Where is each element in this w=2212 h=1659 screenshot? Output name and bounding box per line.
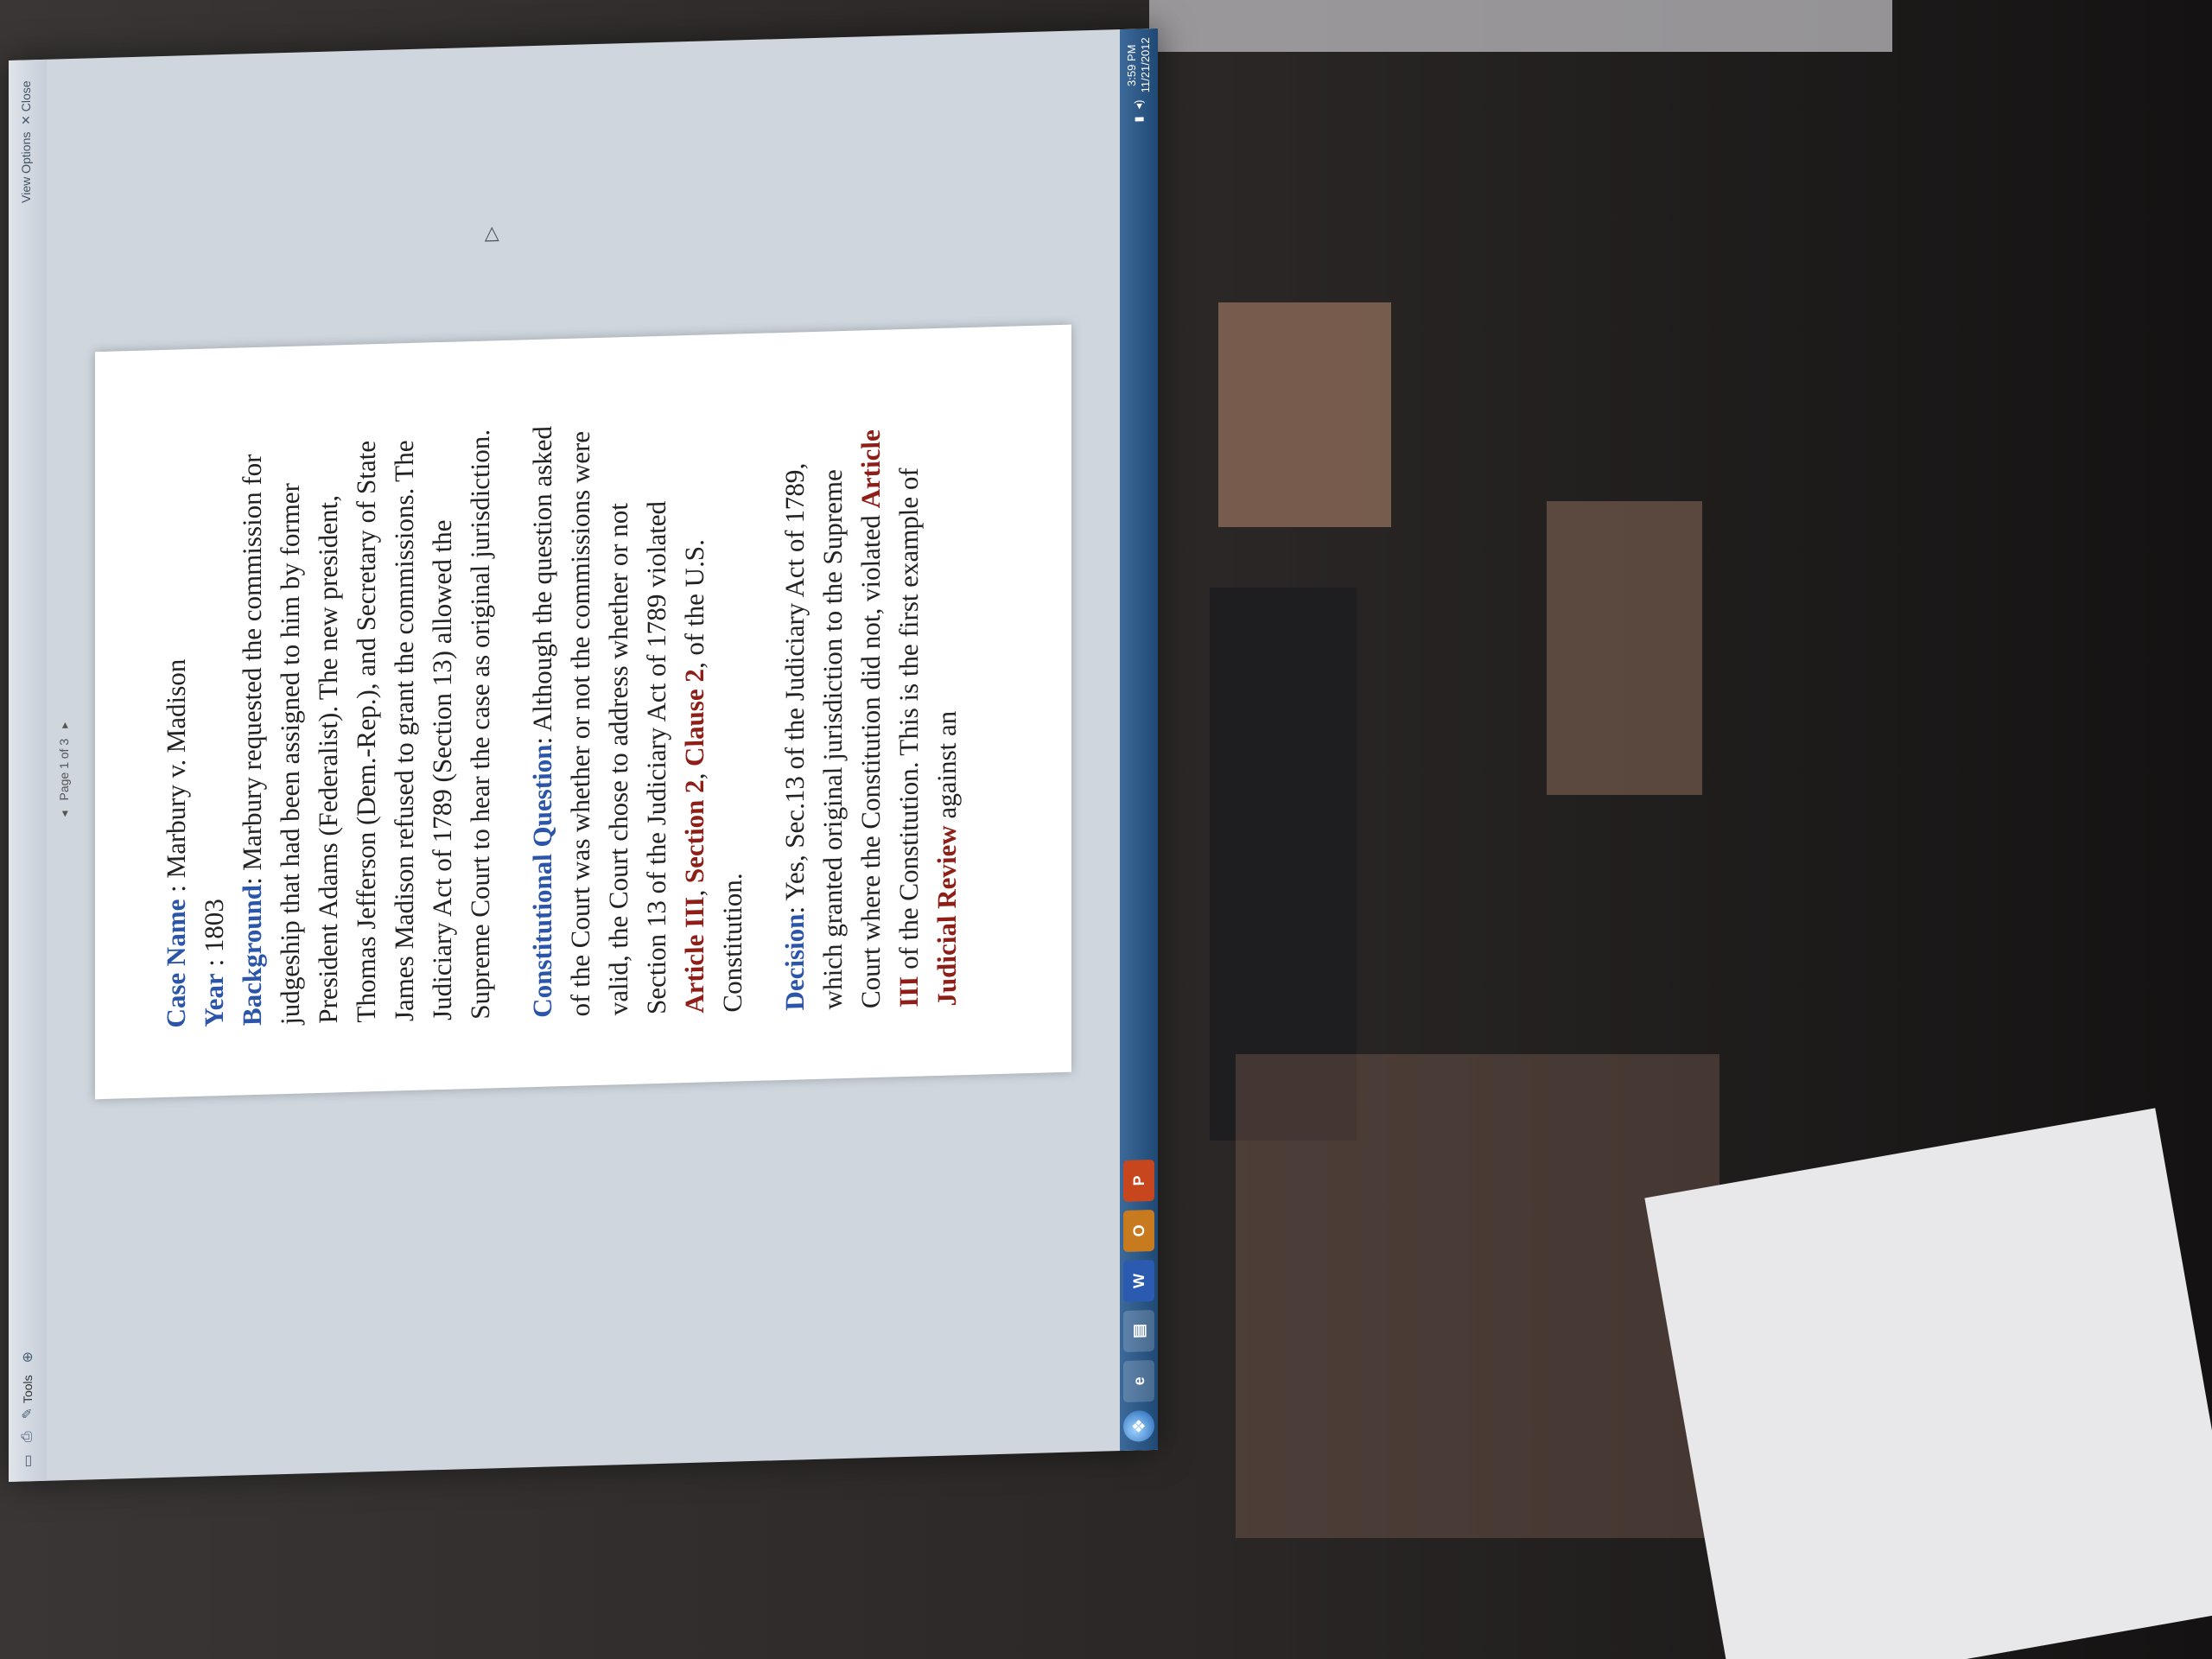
folder-icon[interactable]: ▤ — [1123, 1310, 1154, 1352]
decision-middle: of the Constitution. This is the first example of — [893, 467, 924, 970]
start-button[interactable] — [1123, 1410, 1154, 1442]
powerpoint-taskbar-button[interactable]: P — [1123, 1160, 1154, 1202]
year-label: Year — [199, 972, 229, 1027]
background-paragraph: Background: Marbury requested the commission for judgeship that had been assigned to him by former President Adams (Federalist). The new president, Thomas Jefferson (Dem.-Rep.), and Secretary of State James Madison refused to grant the commissions. The Judiciary Act of 1789 (Section 13) allowed the Supreme Court to hear the case as original jurisdiction. — [237, 429, 495, 1027]
decision-paragraph: Decision: Yes, Sec.13 of the Judiciary Act of 1789, which granted original jurisdiction to the Supreme Court where the Constitution did not, violated Article III of the Constitution. This is the first example of Judicial Review against an — [779, 429, 962, 1012]
volume-icon[interactable]: ◂) — [1132, 99, 1145, 110]
zoom-icon[interactable]: ⊕ — [21, 1351, 35, 1363]
document-page — [95, 325, 1071, 1100]
year-value: 1803 — [199, 898, 229, 953]
constitutional-question-text: Although the question asked of the Court was whether or not the commissions were valid, the Court chose to address whether or not Section 13 of the Judiciary Act of 1789 violated — [527, 425, 671, 1018]
taskbar-clock[interactable] — [1125, 37, 1153, 93]
background-label: Background — [237, 884, 267, 1027]
case-name-label: Case Name — [161, 899, 191, 1029]
judicial-review-keyword: Judicial Review — [931, 824, 962, 1007]
print-icon[interactable]: ⎙ — [20, 1431, 35, 1443]
pdf-viewer-window — [9, 29, 1158, 1482]
decision-text: Yes, Sec.13 of the Judiciary Act of 1789, which granted original jurisdiction to the Supreme Court where the Constitution did not, violated — [779, 462, 886, 1010]
close-icon[interactable]: ✕ — [19, 114, 33, 126]
page-indicator — [47, 59, 81, 1481]
wall-poster — [1547, 501, 1702, 795]
year-line: Year : 1803 — [199, 898, 229, 1027]
wall-poster — [1218, 302, 1391, 527]
save-icon[interactable]: ▭ — [21, 1454, 35, 1468]
article-keyword: Article III — [855, 429, 924, 1008]
constitutional-question-paragraph: Constitutional Question: Although the question asked of the Court was whether or not the commissions were valid, the Court chose to address whether or not Section 13 of the Judiciary Act of 1789 violated Article III, Section 2, Clause 2, of the U.S. Constitution. — [527, 425, 747, 1019]
prev-page-button[interactable]: ◂ — [56, 810, 71, 817]
view-options-button[interactable]: View Options ✕ Close — [19, 80, 33, 204]
next-page-button[interactable]: ▸ — [56, 721, 71, 729]
word-taskbar-button[interactable]: W — [1123, 1260, 1154, 1302]
tools-icon: ✎ — [21, 1407, 35, 1420]
background-text: Marbury requested the commission for judgeship that had been assigned to him by former President Adams (Federalist). The new president, Thomas Jefferson (Dem.-Rep.), and Secretary of State James Madison refused to grant the commissions. The Judiciary Act of 1789 (Section 13) allowed the Supreme Court to hear the case as original jurisdiction. — [237, 429, 495, 1026]
page-indicator-text: Page 1 of 3 — [57, 738, 71, 801]
clock-time: 3:59 PM — [1125, 44, 1138, 87]
ceiling-light — [1149, 0, 1892, 52]
section-keyword: Section 2 — [679, 779, 709, 884]
constitutional-question-tail: of the U.S. Constitution. — [679, 538, 747, 1014]
pdf-toolbar — [9, 60, 47, 1482]
network-icon[interactable]: ▮ — [1132, 116, 1145, 123]
case-name-line: Case Name : Marbury v. Madison — [161, 658, 191, 1029]
mouse-cursor-icon: ▷ — [480, 226, 501, 242]
outlook-taskbar-button[interactable]: O — [1123, 1210, 1154, 1252]
constitutional-question-label: Constitutional Question — [527, 744, 557, 1019]
browser-icon[interactable]: e — [1123, 1360, 1154, 1402]
decision-label: Decision — [779, 913, 810, 1012]
clock-date: 11/21/2012 — [1139, 37, 1152, 93]
article-keyword: Article III — [679, 896, 709, 1014]
wall-bookshelf — [1236, 1054, 1719, 1538]
windows-logo-icon: ❖ — [1129, 1418, 1149, 1434]
tools-menu-button[interactable]: ✎ Tools — [21, 1375, 35, 1420]
windows-taskbar — [1120, 29, 1158, 1451]
clause-keyword: Clause 2 — [679, 668, 709, 767]
projection-screen — [9, 29, 1158, 1482]
ceiling-panel — [1644, 1108, 2212, 1659]
system-tray — [1125, 37, 1153, 123]
decision-tail: against an — [931, 710, 962, 820]
case-name-value: Marbury v. Madison — [161, 658, 191, 880]
